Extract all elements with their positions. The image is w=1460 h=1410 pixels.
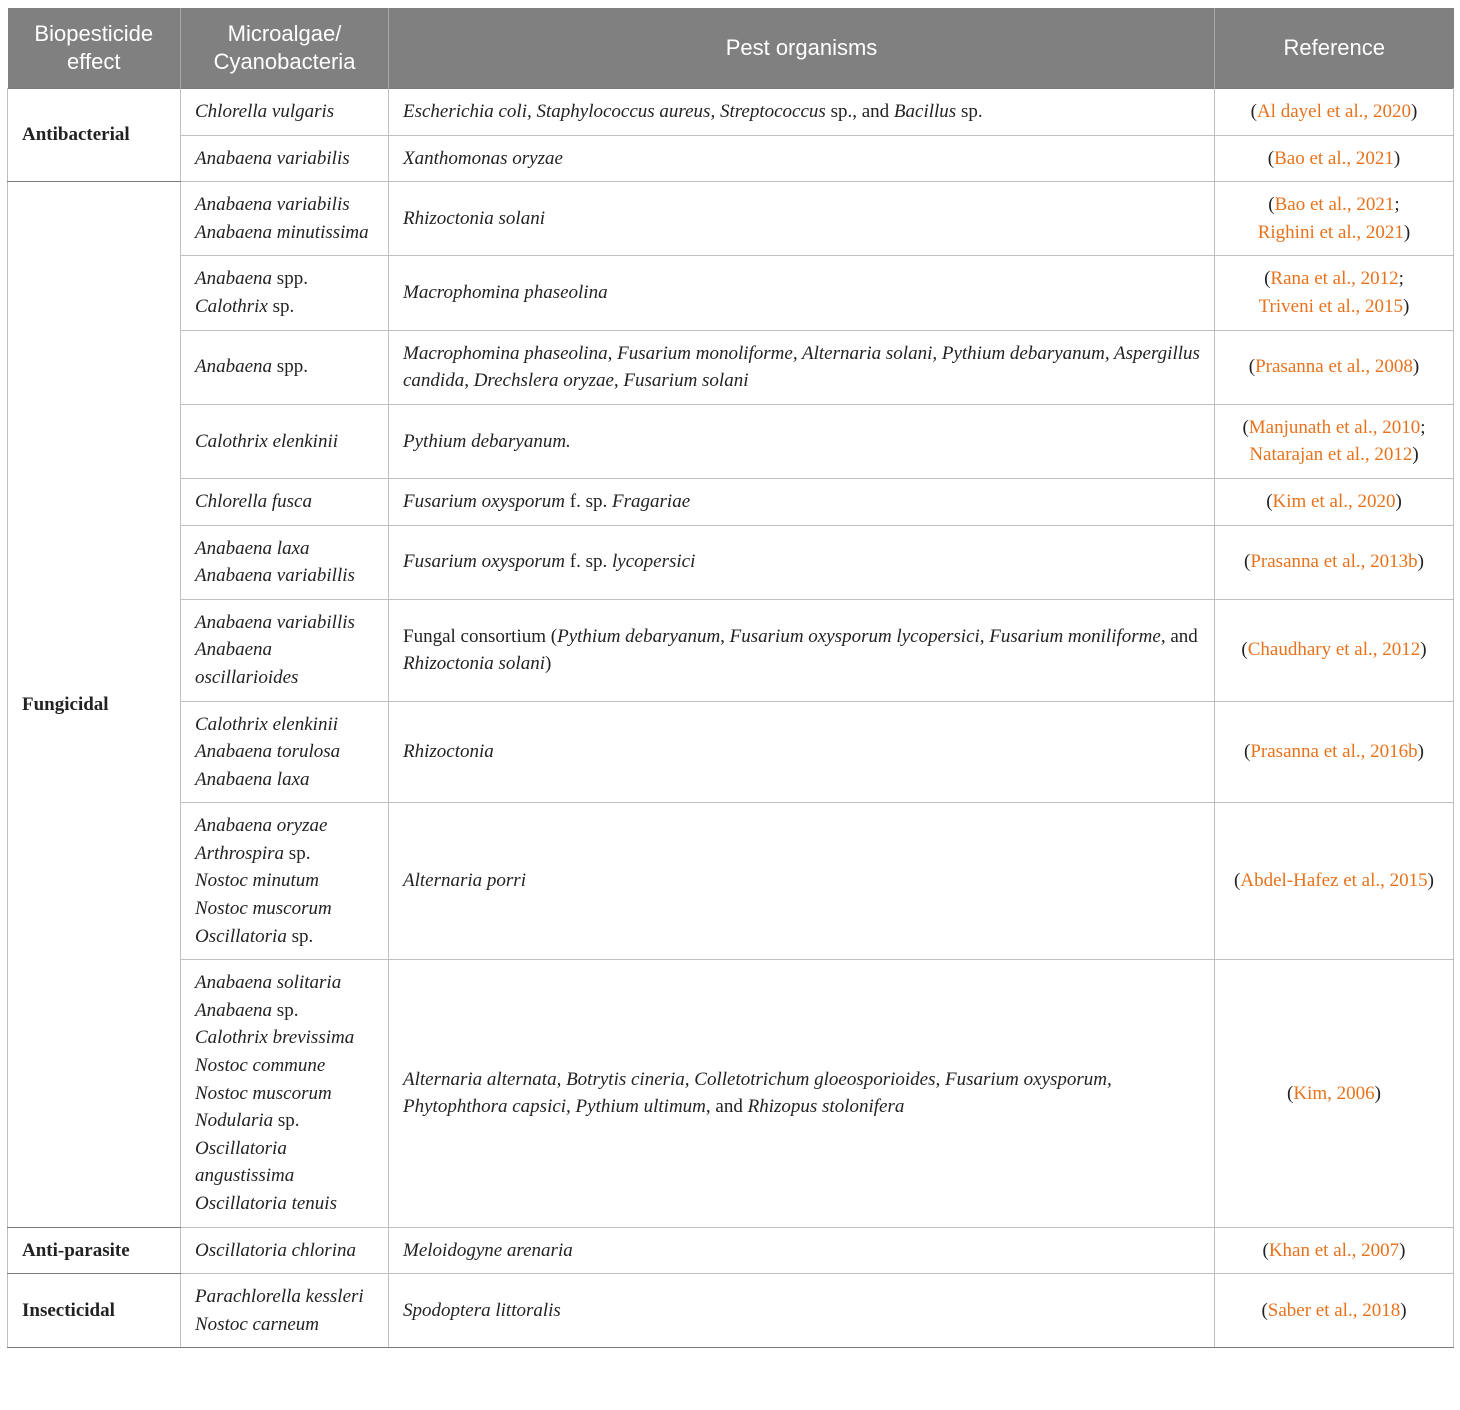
header-effect: Biopesticide effect (8, 8, 181, 89)
organism-name: Chlorella fusca (195, 490, 312, 512)
table-row (8, 701, 1454, 803)
organism-name: Chlorella vulgaris (195, 101, 335, 122)
pest-text: Bacillus (893, 101, 957, 122)
pest-text: Rhizoctonia solani (403, 207, 545, 229)
pest-cell (389, 960, 1215, 1227)
citation-link[interactable]: Bao et al., 2021 (1274, 194, 1395, 216)
organism-name: Anabaena solitaria (195, 972, 342, 994)
organism-name: Nostoc commune (195, 1055, 326, 1077)
citation-link[interactable]: Saber et al., 2018 (1267, 1299, 1401, 1321)
organism-name: Anabaena minutissima (195, 221, 369, 243)
table-row (8, 525, 1454, 599)
pest-text: sp. (956, 101, 983, 122)
citation-link[interactable]: Triveni et al., 2015 (1258, 295, 1404, 317)
citation-link[interactable]: Chaudhary et al., 2012 (1247, 639, 1421, 661)
table-row (8, 135, 1454, 182)
organism-cell (181, 1227, 389, 1274)
pest-text: Macrophomina phaseolina, Fusarium monoliforme, Alternaria solani, Pythium debaryanum, Aspergillus candida, Drechslera oryzae, Fusarium solani (403, 342, 1200, 392)
table-row (8, 1274, 1454, 1348)
organism-name: Oscillatoria sp. (195, 925, 314, 947)
organism-name: Nodularia sp. (195, 1110, 300, 1132)
table-row (8, 1227, 1454, 1274)
organism-name: Nostoc minutum (195, 870, 320, 892)
citation-link[interactable]: Prasanna et al., 2013b (1250, 551, 1418, 573)
citation-link[interactable]: Prasanna et al., 2016b (1250, 741, 1418, 763)
header-row (8, 8, 1454, 89)
citation-link[interactable]: Kim, 2006 (1293, 1082, 1375, 1104)
reference-cell: (Abdel-Hafez et al., 2015) (1215, 803, 1454, 960)
pest-cell (389, 89, 1215, 136)
reference-cell: (Manjunath et al., 2010; Natarajan et al., 2012) (1215, 404, 1454, 478)
citation-link[interactable]: Abdel-Hafez et al., 2015 (1240, 870, 1428, 892)
organism-name: Calothrix elenkinii (195, 713, 339, 735)
table-row (8, 89, 1454, 136)
reference-cell: (Rana et al., 2012; Triveni et al., 2015) (1215, 256, 1454, 330)
pest-text: Xanthomonas oryzae (403, 147, 563, 169)
pest-cell (389, 404, 1215, 478)
reference-cell: (Al dayel et al., 2020) (1215, 89, 1454, 136)
pest-cell (389, 525, 1215, 599)
pest-cell (389, 330, 1215, 404)
pest-text: Alternaria porri (403, 870, 526, 892)
table-row (8, 182, 1454, 256)
pest-text: f. sp. (565, 551, 613, 573)
organism-cell (181, 701, 389, 803)
pest-text: Meloidogyne arenaria (403, 1239, 573, 1261)
pest-cell (389, 1274, 1215, 1348)
organism-cell (181, 135, 389, 182)
pest-text: ) (544, 653, 552, 675)
citation-link[interactable]: Manjunath et al., 2010 (1248, 416, 1421, 438)
pest-text: Pythium debaryanum, Fusarium oxysporum lycopersici, Fusarium moniliforme (557, 625, 1161, 647)
organism-name: Oscillatoria angustissima (195, 1137, 295, 1187)
citation-link[interactable]: Al dayel et al., 2020 (1256, 101, 1412, 122)
pest-text: , and (705, 1096, 748, 1118)
pest-text: Escherichia coli, Staphylococcus aureus, Streptococcus (403, 101, 826, 122)
organism-name: Arthrospira sp. (195, 842, 311, 864)
effect-cell-antiparasite: Anti-parasite (8, 1227, 181, 1274)
organism-name: Anabaena laxa (195, 537, 310, 559)
table-row (8, 960, 1454, 1227)
organism-cell (181, 1274, 389, 1348)
reference-cell: (Prasanna et al., 2016b) (1215, 701, 1454, 803)
table-row (8, 478, 1454, 525)
reference-cell: (Kim et al., 2020) (1215, 478, 1454, 525)
pest-cell (389, 478, 1215, 525)
reference-cell: (Prasanna et al., 2013b) (1215, 525, 1454, 599)
organism-name: Nostoc muscorum (195, 898, 332, 920)
organism-name: Calothrix elenkinii (195, 430, 339, 452)
organism-cell (181, 525, 389, 599)
organism-name: Calothrix sp. (195, 295, 295, 317)
citation-link[interactable]: Natarajan et al., 2012 (1249, 444, 1413, 466)
organism-cell (181, 330, 389, 404)
organism-name: Oscillatoria chlorina (195, 1239, 356, 1261)
pest-text: lycopersici (612, 551, 696, 573)
citation-link[interactable]: Prasanna et al., 2008 (1255, 356, 1413, 378)
citation-link[interactable]: Kim et al., 2020 (1272, 490, 1396, 512)
pest-text: sp., and (825, 101, 894, 122)
pest-cell (389, 803, 1215, 960)
organism-name: Anabaena variabillis (195, 611, 355, 633)
organism-name: Anabaena oscillarioides (195, 639, 299, 688)
organism-name: Anabaena laxa (195, 768, 310, 790)
reference-cell: (Bao et al., 2021; Righini et al., 2021) (1215, 182, 1454, 256)
pest-cell (389, 256, 1215, 330)
citation-link[interactable]: Rana et al., 2012 (1270, 268, 1399, 290)
table-row (8, 599, 1454, 701)
pest-text: Fusarium oxysporum (403, 490, 566, 512)
pest-text: f. sp. (565, 490, 613, 512)
pest-cell (389, 135, 1215, 182)
effect-cell-fungicidal: Fungicidal (8, 182, 181, 1227)
pest-text: Fungal consortium ( (403, 625, 558, 647)
organism-name: Parachlorella kessleri (195, 1286, 364, 1308)
pest-text: Alternaria alternata, Botrytis cineria, Colletotrichum gloeosporioides, Fusarium oxysporum, Phytophthora capsici, Pythium ultimum (403, 1068, 1112, 1118)
citation-link[interactable]: Bao et al., 2021 (1274, 147, 1394, 169)
organism-name: Anabaena variabillis (195, 565, 355, 587)
pest-text: Fragariae (612, 490, 691, 512)
organism-cell (181, 599, 389, 701)
pest-text: Macrophomina phaseolina (403, 282, 608, 304)
citation-link[interactable]: Khan et al., 2007 (1268, 1239, 1400, 1261)
table-row (8, 803, 1454, 960)
pest-cell (389, 182, 1215, 256)
pest-cell (389, 599, 1215, 701)
header-organism: Microalgae/ Cyanobacteria (181, 8, 389, 89)
pest-text: , and (1160, 625, 1198, 647)
organism-name: Anabaena oryzae (195, 815, 328, 837)
organism-cell (181, 89, 389, 136)
pest-text: Rhizopus stolonifera (747, 1096, 905, 1118)
biopesticide-table (7, 8, 1454, 1348)
reference-cell: (Chaudhary et al., 2012) (1215, 599, 1454, 701)
reference-cell: (Prasanna et al., 2008) (1215, 330, 1454, 404)
organism-name: Calothrix brevissima (195, 1027, 355, 1049)
organism-cell (181, 960, 389, 1227)
organism-cell (181, 182, 389, 256)
organism-cell (181, 803, 389, 960)
organism-name: Anabaena sp. (195, 999, 299, 1021)
pest-cell (389, 701, 1215, 803)
header-reference: Reference (1215, 8, 1454, 89)
reference-cell: (Kim, 2006) (1215, 960, 1454, 1227)
organism-name: Anabaena torulosa (195, 741, 341, 763)
organism-name: Anabaena variabilis (195, 147, 350, 169)
citation-link[interactable]: Righini et al., 2021 (1257, 221, 1404, 243)
effect-cell-insecticidal: Insecticidal (8, 1274, 181, 1348)
pest-text: Rhizoctonia solani (403, 653, 545, 675)
organism-name: Anabaena spp. (195, 268, 308, 290)
organism-cell (181, 478, 389, 525)
pest-cell (389, 1227, 1215, 1274)
table-row (8, 256, 1454, 330)
pest-text: Spodoptera littoralis (403, 1299, 561, 1321)
organism-name: Nostoc carneum (195, 1313, 320, 1335)
header-pests: Pest organisms (389, 8, 1215, 89)
table-row (8, 404, 1454, 478)
organism-name: Nostoc muscorum (195, 1082, 332, 1104)
organism-name: Anabaena variabilis (195, 194, 350, 216)
pest-text: Rhizoctonia (403, 741, 494, 763)
organism-cell (181, 404, 389, 478)
pest-text: Pythium debaryanum. (403, 430, 571, 452)
reference-cell: (Khan et al., 2007) (1215, 1227, 1454, 1274)
pest-text: Fusarium oxysporum (403, 551, 566, 573)
reference-cell: (Saber et al., 2018) (1215, 1274, 1454, 1348)
table-row (8, 330, 1454, 404)
organism-name: Anabaena spp. (195, 356, 308, 378)
effect-cell-antibacterial: Antibacterial (8, 89, 181, 182)
organism-name: Oscillatoria tenuis (195, 1193, 337, 1214)
organism-cell (181, 256, 389, 330)
reference-cell: (Bao et al., 2021) (1215, 135, 1454, 182)
